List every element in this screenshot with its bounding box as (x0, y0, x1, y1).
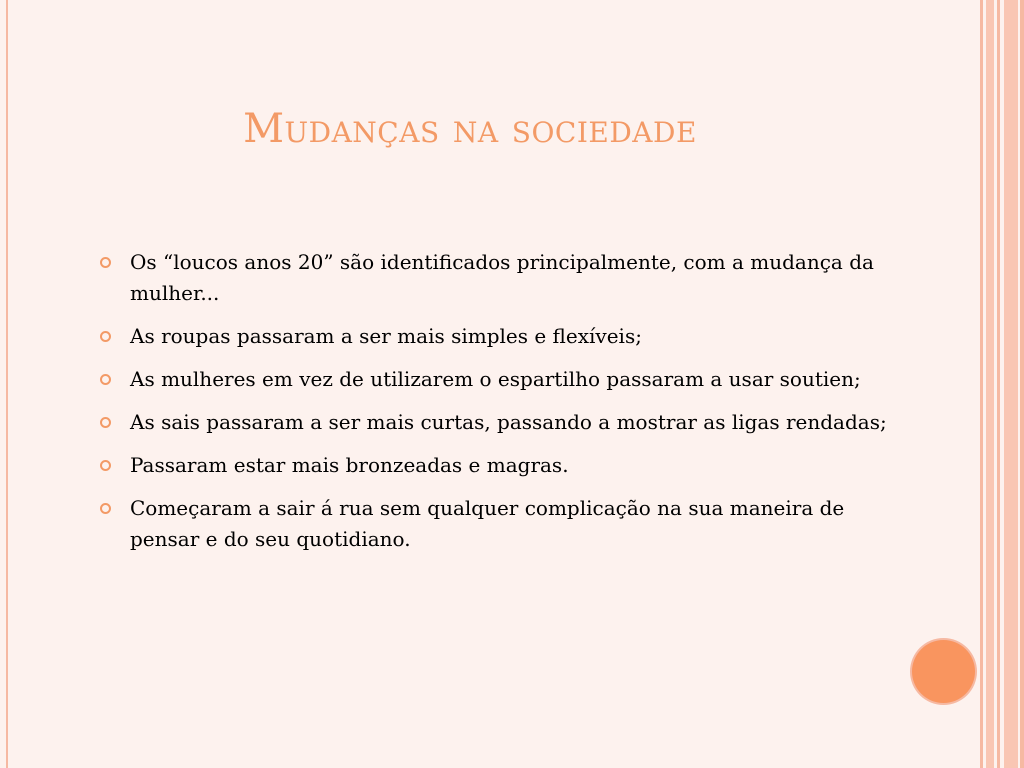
decorative-circle (912, 640, 975, 703)
right-stripe (980, 0, 983, 768)
right-stripe (986, 0, 994, 768)
bullet-list (96, 247, 896, 567)
hollow-circle-bullet-icon (100, 257, 111, 268)
bullet-text: As roupas passaram a ser mais simples e flexíveis; (130, 324, 642, 348)
bullet-item (96, 364, 896, 395)
bullet-text: As sais passaram a ser mais curtas, passando a mostrar as ligas rendadas; (130, 410, 887, 434)
hollow-circle-bullet-icon (100, 460, 111, 471)
hollow-circle-bullet-icon (100, 374, 111, 385)
bullet-item (96, 407, 896, 438)
bullet-text: Começaram a sair á rua sem qualquer complicação na sua maneira de pensar e do seu quotidiano. (130, 496, 845, 551)
hollow-circle-bullet-icon (100, 331, 111, 342)
right-stripe (997, 0, 1000, 768)
bullet-item (96, 493, 896, 555)
bullet-item (96, 450, 896, 481)
right-stripe (1004, 0, 1018, 768)
bullet-text: As mulheres em vez de utilizarem o espartilho passaram a usar soutien; (130, 367, 861, 391)
bullet-item (96, 247, 896, 309)
hollow-circle-bullet-icon (100, 417, 111, 428)
hollow-circle-bullet-icon (100, 503, 111, 514)
right-stripe (1020, 0, 1024, 768)
bullet-text: Passaram estar mais bronzeadas e magras. (130, 453, 569, 477)
slide-title: Mudanças na sociedade (243, 106, 697, 152)
bullet-text: Os “loucos anos 20” são identificados principalmente, com a mudança da mulher... (130, 250, 874, 305)
bullet-item (96, 321, 896, 352)
